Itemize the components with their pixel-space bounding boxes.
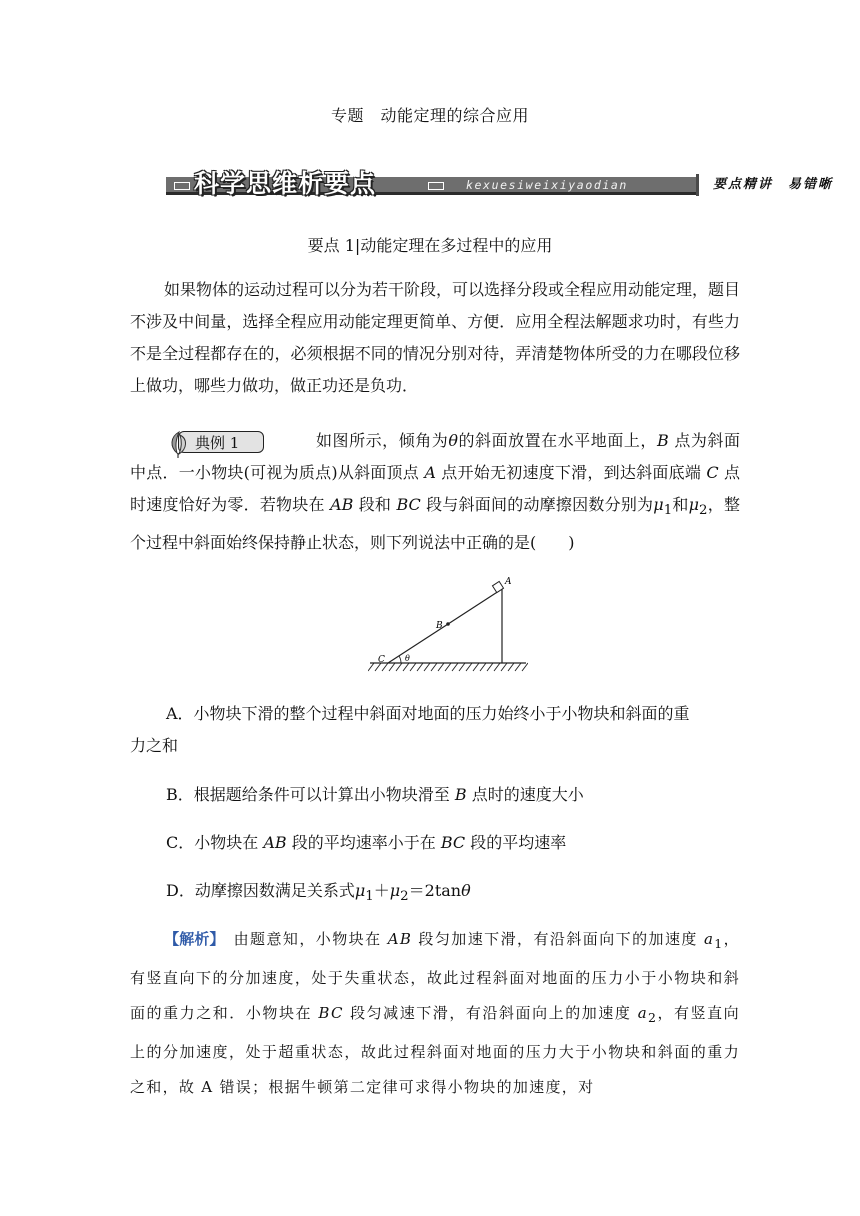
banner-right-text: 要点精讲 易错晰 (696, 174, 860, 196)
opt-text: D．动摩擦因数满足关系式 (166, 881, 355, 900)
q-text: 点为斜面中点．一小物块(可视为质点)从斜面顶点 (130, 431, 740, 482)
q-text: 如图所示，倾角为 (316, 431, 449, 450)
option-b (166, 782, 584, 805)
q-text: 点时速度恰好为零．若物块在 (130, 463, 740, 514)
q-sub1: 1 (663, 503, 673, 519)
opt-theta: θ (461, 881, 471, 900)
section-banner (166, 169, 860, 198)
q-theta: θ (448, 431, 458, 450)
analysis-var: a (704, 930, 715, 948)
ground-hatching (368, 663, 528, 671)
opt-text: ＋ (373, 881, 390, 900)
opt-mu2: μ (389, 881, 401, 900)
q-var-bc: BC (396, 495, 421, 514)
analysis-text: 由题意知，小物块在 (217, 930, 388, 948)
option-d (166, 878, 471, 904)
q-sub2: 2 (699, 503, 708, 519)
analysis-text: 段匀加速下滑，有沿斜面向下的加速度 (412, 930, 705, 948)
opt-sub1: 1 (365, 889, 374, 905)
analysis-var: AB (387, 930, 413, 948)
q-text: ，整个过程中斜面始终保持静止状态，则下列说法中正确的是( ) (130, 495, 740, 553)
opt-text: 段的平均速率小于在 (286, 833, 441, 852)
analysis-text: 段匀减速下滑，有沿斜面向上的加速度 (343, 1004, 638, 1022)
page-title: 专题 动能定理的综合应用 (330, 106, 529, 125)
option-c (166, 830, 566, 853)
opt-var: B (454, 785, 467, 804)
q-text: 和 (672, 495, 689, 514)
q-var-ab: AB (330, 495, 354, 514)
option-a-line1: A．小物块下滑的整个过程中斜面对地面的压力始终小于小物块和斜面的重 (166, 704, 690, 723)
opt-text: 点时的速度大小 (466, 785, 584, 804)
q-mu1: μ (653, 495, 664, 514)
analysis-paragraph (130, 922, 740, 1105)
analysis-text: ，有竖直向下的分加速度，处于失重状态，故此过程斜面对地面的压力小于小物块和斜面的重力之和．小物块在 (130, 930, 740, 1022)
opt-var: AB (263, 833, 287, 852)
label-b: B (436, 621, 443, 631)
analysis-var: BC (318, 1004, 344, 1022)
q-text: 的斜面放置在水平地面上， (457, 431, 657, 450)
q-text: 段和 (353, 495, 397, 514)
opt-text: 段的平均速率 (465, 833, 567, 852)
example-question (130, 425, 740, 559)
section-heading: 要点 1|动能定理在多过程中的应用 (307, 236, 553, 255)
angle-arc (399, 656, 401, 663)
opt-text: B．根据题给条件可以计算出小物块滑至 (166, 785, 455, 804)
analysis-var: a (637, 1004, 648, 1022)
option-a-line2: 力之和 (130, 736, 179, 755)
q-var-b: B (656, 431, 669, 450)
example-badge-label: 典例 1 (178, 431, 264, 453)
q-var-a: A (424, 463, 436, 482)
incline-line (388, 589, 502, 663)
label-theta: θ (405, 654, 410, 663)
analysis-text: ，有竖直向上的分加速度，处于超重状态，故此过程斜面对地面的压力大于小物块和斜面的重力之和，故 A 错误；根据牛顿第二定律可求得小物块的加速度，对 (130, 1004, 740, 1096)
banner-en-title: kexuesiweixiyaodian (466, 178, 628, 192)
q-mu2: μ (688, 495, 700, 514)
q-text: 段与斜面间的动摩擦因数分别为 (420, 495, 654, 514)
opt-var: BC (440, 833, 466, 852)
point-b (446, 622, 450, 626)
intro-paragraph: 如果物体的运动过程可以分为若干阶段，可以选择分段或全程应用动能定理，题目不涉及中间量，选择全程应用动能定理更简单、方便．应用全程法解题求功时，有些力不是全过程都存在的，必须根据不同的情况分别对待，弄清楚物体所受的力在哪段位移上做功，哪些力做功，做正功还是负功． (130, 280, 741, 395)
analysis-sub: 1 (714, 936, 724, 951)
analysis-tag: 【解析】 (164, 930, 218, 948)
analysis-sub: 2 (647, 1010, 658, 1025)
banner-cn-title: 科学思维析要点 (194, 169, 377, 198)
opt-text: C．小物块在 (166, 833, 264, 852)
opt-mu1: μ (354, 881, 366, 900)
opt-text: ＝2tan (408, 881, 462, 900)
incline-diagram (368, 576, 528, 676)
label-a: A (505, 577, 512, 587)
banner-pin-right (428, 182, 444, 190)
banner-pin-left (174, 182, 190, 190)
label-c: C (378, 655, 385, 665)
opt-sub2: 2 (400, 889, 409, 905)
q-var-c: C (706, 463, 719, 482)
q-text: 点开始无初速度下滑，到达斜面底端 (435, 463, 707, 482)
